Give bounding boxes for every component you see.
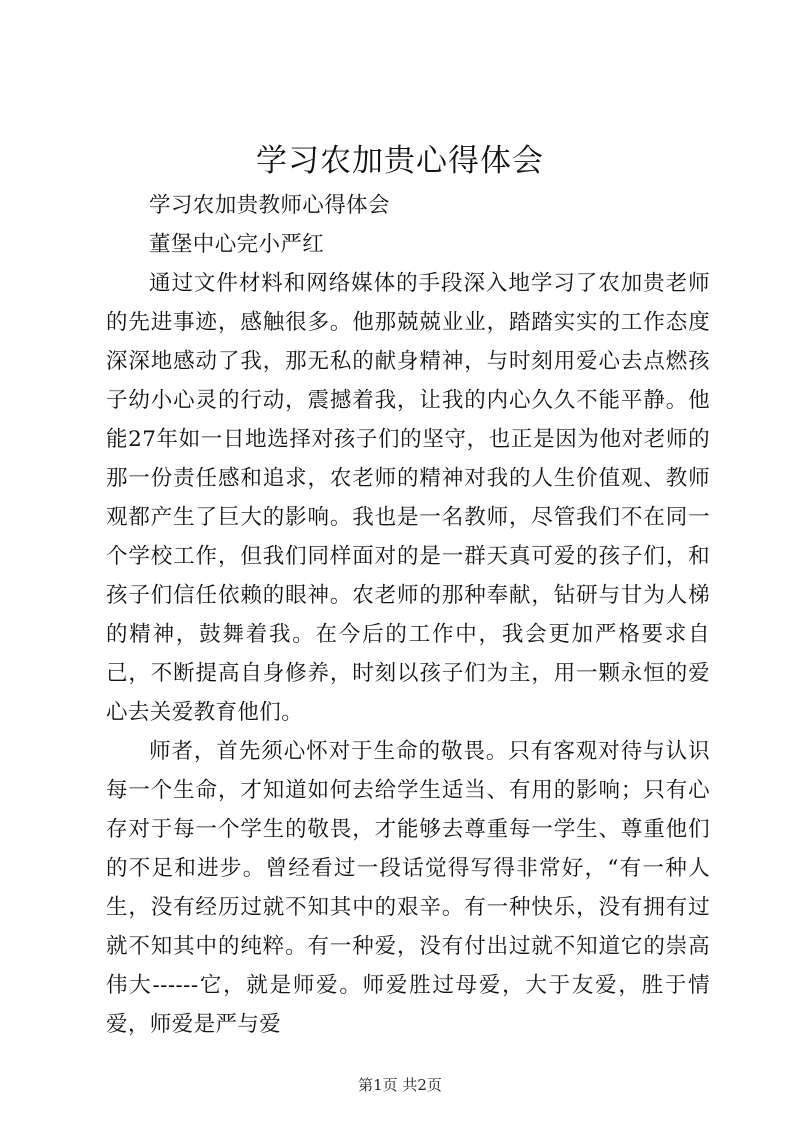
author-paragraph: 董堡中心完小严红: [149, 232, 325, 257]
body-paragraph: 通过文件材料和网络媒体的手段深入地学习了农加贵老师的先进事迹，感触很多。他那兢兢业业，踏踏实实的工作态度深深地感动了我，那无私的献身精神，与时刻用爱心去点燃孩子幼小心灵的行动，震撼着我，让我的内心久久不能平静。他能27年如一日地选择对孩子们的坚守，也正是因为他对老师的那一份责任感和追求，农老师的精神对我的人生价值观、教师观都产生了巨大的影响。我也是一名教师，尽管我们不在同一个学校工作，但我们同样面对的是一群天真可爱的孩子们，和孩子们信任依赖的眼神。农老师的那种奉献，钻研与甘为人梯的精神，鼓舞着我。在今后的工作中，我会更加严格要求自己，不断提高自身修养，时刻以孩子们为主，用一颗永恒的爱心去关爱教育他们。: [106, 271, 710, 725]
document-body: [106, 186, 710, 1044]
document-title: 学习农加贵心得体会: [256, 143, 544, 179]
subtitle-paragraph: 学习农加贵教师心得体会: [149, 193, 390, 218]
page-footer: 第1页 共2页: [358, 1076, 442, 1094]
body-paragraph: 师者，首先须心怀对于生命的敬畏。只有客观对待与认识每一个生命，才知道如何去给学生适当、有用的影响；只有心存对于每一个学生的敬畏，才能够去尊重每一学生、尊重他们的不足和进步。曾经看过一段话觉得写得非常好，“有一种人生，没有经历过就不知其中的艰辛。有一种快乐，没有拥有过就不知其中的纯粹。有一种爱，没有付出过就不知道它的崇高伟大------它，就是师爱。师爱胜过母爱，大于友爱，胜于情爱，师爱是严与爱: [106, 739, 710, 1037]
